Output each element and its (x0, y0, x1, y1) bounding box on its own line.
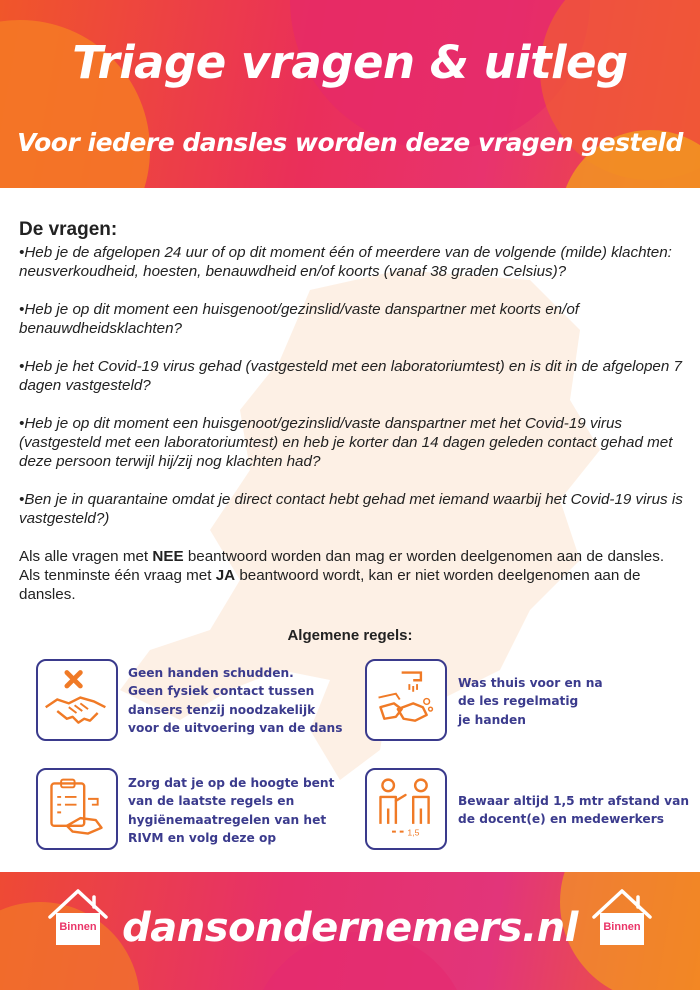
site-name: dansondernemers.nl (122, 905, 578, 951)
distance-icon (365, 768, 447, 850)
rule-line: Geen handen schudden. (128, 666, 294, 680)
questions-heading: De vragen: (19, 219, 118, 240)
hygiene-rules-icon (36, 768, 118, 850)
conclusion-yes-word: JA (215, 567, 236, 584)
house-right-icon (584, 885, 660, 953)
rule-line: Zorg dat je op de hoogte bent (128, 776, 335, 790)
rule-line: voor de uitvoering van de dans (128, 720, 343, 735)
rule-hygiene-text (128, 774, 334, 847)
rule-distance-text (458, 792, 689, 829)
conclusion-no (19, 547, 684, 566)
questions-section (19, 219, 684, 604)
conclusion-yes-after: beantwoord wordt, kan er niet worden deelgenomen aan de dansles. (19, 567, 641, 603)
house-right-label: Binnen (603, 921, 641, 933)
question-1: •Heb je de afgelopen 24 uur of op dit moment één of meerdere van de volgende (milde) klachten: neusverkoudheid, hoesten, benauwdheid en/of koorts (vanaf 38 graden Celsius)? (19, 244, 672, 280)
rule-line: de docent(e) en medewerkers (458, 812, 664, 827)
footer-banner (0, 872, 700, 990)
rule-line: de les regelmatig (458, 694, 579, 709)
page-subtitle: Voor iedere dansles worden deze vragen gesteld (17, 128, 683, 157)
rule-line: je handen (458, 712, 526, 727)
rules-title: Algemene regels: (287, 627, 413, 644)
question-5: •Ben je in quarantaine omdat je direct contact hebt gehad met iemand waarbij het Covid-19 virus is vastgesteld?) (19, 491, 683, 527)
wash-hands-icon (365, 659, 447, 741)
no-handshake-icon (36, 659, 118, 741)
conclusion-no-after: beantwoord worden dan mag er worden deelgenomen aan de dansles. (183, 548, 665, 565)
conclusion-yes-before: Als tenminste één vraag met (19, 567, 216, 584)
conclusion-no-word: NEE (152, 548, 184, 565)
distance-label: 1,5 (407, 827, 420, 838)
question-2: •Heb je op dit moment een huisgenoot/gezinslid/vaste danspartner met koorts en/of benauwdheidsklachten? (19, 301, 579, 337)
rule-line: Was thuis voor en na (458, 676, 603, 690)
conclusion-no-before: Als alle vragen met (19, 548, 153, 565)
rule-no-handshake-text (128, 664, 342, 737)
page-title: Triage vragen & uitleg (72, 36, 628, 89)
header-banner (0, 0, 700, 188)
rule-wash-hands-text (458, 674, 603, 729)
question-4: •Heb je op dit moment een huisgenoot/gezinslid/vaste danspartner met het Covid-19 virus (vastgesteld met een laboratoriumtest) en heb je korter dan 14 dagen geleden contact gehad met deze persoon terwijl hij/zij nog klachten had? (19, 415, 673, 470)
rule-line: dansers tenzij noodzakelijk (128, 702, 316, 717)
house-left-label: Binnen (59, 921, 97, 933)
conclusion-yes (19, 566, 684, 604)
rule-line: hygiënemaatregelen van het (128, 812, 327, 827)
rule-line: RIVM en volg deze op (128, 830, 277, 845)
rule-line: van de laatste regels en (128, 794, 295, 809)
rule-line: Bewaar altijd 1,5 mtr afstand van (458, 794, 689, 808)
question-3: •Heb je het Covid-19 virus gehad (vastgesteld met een laboratoriumtest) en is dit in de afgelopen 7 dagen vastgesteld? (19, 358, 682, 394)
rule-line: Geen fysiek contact tussen (128, 684, 315, 699)
